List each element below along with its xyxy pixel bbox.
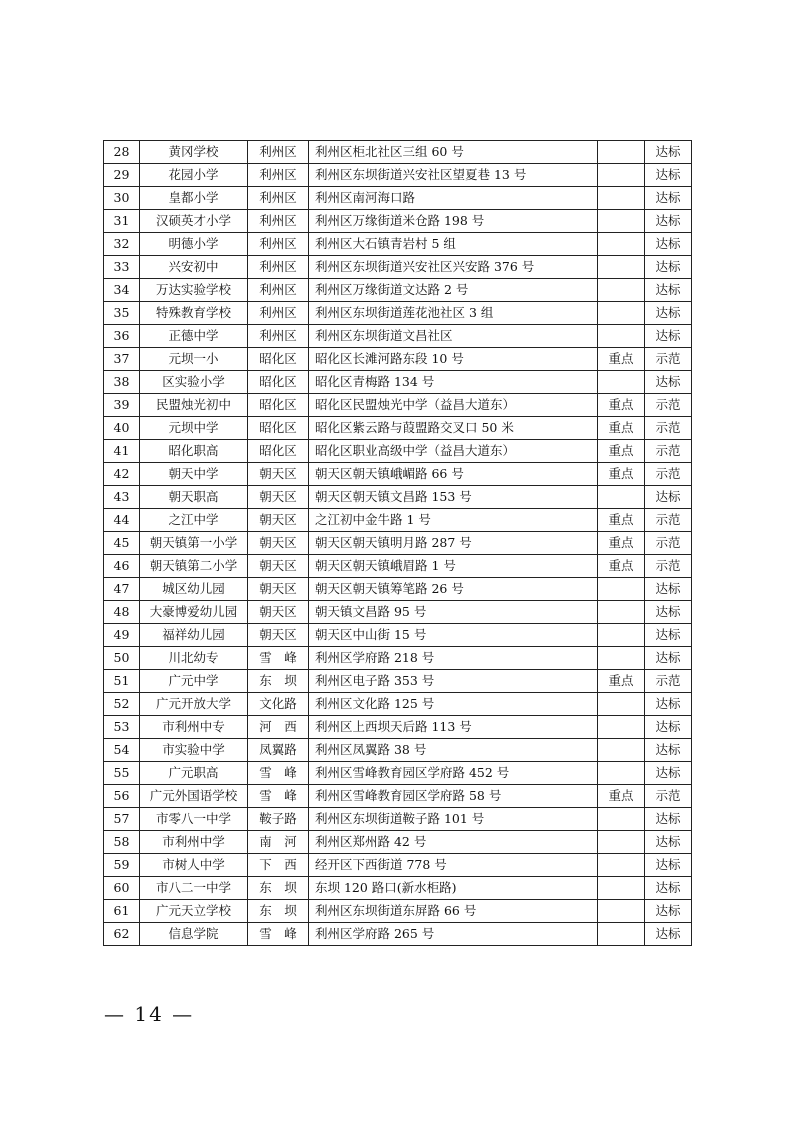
cell-grade: 达标 <box>645 877 692 900</box>
cell-address: 利州区大石镇青岩村 5 组 <box>309 233 598 256</box>
cell-address: 利州区东坝街道鞍子路 101 号 <box>309 808 598 831</box>
cell-number: 52 <box>104 693 140 716</box>
cell-school-name: 城区幼儿园 <box>140 578 248 601</box>
cell-address: 东坝 120 路口(新水柜路) <box>309 877 598 900</box>
cell-address: 朝天区朝天镇峨眉路 1 号 <box>309 555 598 578</box>
cell-key-status <box>598 762 645 785</box>
cell-school-name: 福祥幼儿园 <box>140 624 248 647</box>
cell-school-name: 广元外国语学校 <box>140 785 248 808</box>
cell-key-status <box>598 716 645 739</box>
cell-key-status <box>598 256 645 279</box>
cell-grade: 达标 <box>645 647 692 670</box>
cell-key-status <box>598 325 645 348</box>
table-body <box>104 141 692 946</box>
cell-district: 南 河 <box>248 831 309 854</box>
cell-address: 昭化区民盟烛光中学（益昌大道东） <box>309 394 598 417</box>
cell-grade: 示范 <box>645 440 692 463</box>
cell-district: 朝天区 <box>248 601 309 624</box>
cell-district: 朝天区 <box>248 578 309 601</box>
cell-number: 31 <box>104 210 140 233</box>
table-row <box>104 900 692 923</box>
cell-district: 利州区 <box>248 233 309 256</box>
cell-address: 朝天区朝天镇文昌路 153 号 <box>309 486 598 509</box>
table-row <box>104 923 692 946</box>
cell-number: 42 <box>104 463 140 486</box>
cell-school-name: 广元开放大学 <box>140 693 248 716</box>
cell-number: 41 <box>104 440 140 463</box>
cell-school-name: 正德中学 <box>140 325 248 348</box>
cell-district: 利州区 <box>248 256 309 279</box>
cell-district: 雪 峰 <box>248 785 309 808</box>
cell-key-status <box>598 900 645 923</box>
cell-number: 50 <box>104 647 140 670</box>
cell-district: 利州区 <box>248 302 309 325</box>
cell-address: 利州区东坝街道兴安社区望夏巷 13 号 <box>309 164 598 187</box>
cell-key-status <box>598 831 645 854</box>
cell-district: 雪 峰 <box>248 923 309 946</box>
cell-school-name: 信息学院 <box>140 923 248 946</box>
cell-district: 鞍子路 <box>248 808 309 831</box>
cell-school-name: 市实验中学 <box>140 739 248 762</box>
cell-grade: 达标 <box>645 808 692 831</box>
cell-key-status <box>598 486 645 509</box>
table-row <box>104 233 692 256</box>
table-row <box>104 210 692 233</box>
cell-grade: 达标 <box>645 256 692 279</box>
cell-key-status <box>598 279 645 302</box>
cell-address: 利州区万缘街道文达路 2 号 <box>309 279 598 302</box>
cell-grade: 达标 <box>645 624 692 647</box>
table-row <box>104 325 692 348</box>
cell-grade: 示范 <box>645 417 692 440</box>
cell-grade: 示范 <box>645 670 692 693</box>
cell-number: 54 <box>104 739 140 762</box>
cell-number: 32 <box>104 233 140 256</box>
cell-grade: 达标 <box>645 141 692 164</box>
table-row <box>104 463 692 486</box>
cell-school-name: 昭化职高 <box>140 440 248 463</box>
cell-number: 62 <box>104 923 140 946</box>
cell-school-name: 明德小学 <box>140 233 248 256</box>
cell-number: 57 <box>104 808 140 831</box>
cell-number: 38 <box>104 371 140 394</box>
cell-school-name: 兴安初中 <box>140 256 248 279</box>
cell-district: 东 坝 <box>248 670 309 693</box>
cell-district: 昭化区 <box>248 440 309 463</box>
cell-address: 之江初中金牛路 1 号 <box>309 509 598 532</box>
cell-district: 利州区 <box>248 164 309 187</box>
cell-district: 朝天区 <box>248 463 309 486</box>
cell-number: 44 <box>104 509 140 532</box>
cell-school-name: 区实验小学 <box>140 371 248 394</box>
cell-address: 昭化区紫云路与葭盟路交叉口 50 米 <box>309 417 598 440</box>
cell-grade: 示范 <box>645 509 692 532</box>
table-row <box>104 624 692 647</box>
cell-address: 利州区学府路 265 号 <box>309 923 598 946</box>
cell-grade: 达标 <box>645 693 692 716</box>
cell-key-status: 重点 <box>598 440 645 463</box>
cell-key-status: 重点 <box>598 394 645 417</box>
cell-school-name: 元坝中学 <box>140 417 248 440</box>
cell-key-status: 重点 <box>598 509 645 532</box>
cell-address: 利州区南河海口路 <box>309 187 598 210</box>
cell-key-status <box>598 578 645 601</box>
cell-school-name: 元坝一小 <box>140 348 248 371</box>
cell-address: 朝天区朝天镇筹笔路 26 号 <box>309 578 598 601</box>
cell-key-status <box>598 877 645 900</box>
cell-district: 东 坝 <box>248 900 309 923</box>
cell-school-name: 万达实验学校 <box>140 279 248 302</box>
table-row <box>104 785 692 808</box>
table-row <box>104 578 692 601</box>
cell-grade: 达标 <box>645 831 692 854</box>
cell-school-name: 川北幼专 <box>140 647 248 670</box>
cell-grade: 达标 <box>645 900 692 923</box>
cell-school-name: 朝天镇第二小学 <box>140 555 248 578</box>
cell-district: 东 坝 <box>248 877 309 900</box>
cell-key-status <box>598 808 645 831</box>
cell-district: 雪 峰 <box>248 647 309 670</box>
cell-number: 58 <box>104 831 140 854</box>
cell-key-status: 重点 <box>598 348 645 371</box>
table-row <box>104 808 692 831</box>
cell-school-name: 大豪博爱幼儿园 <box>140 601 248 624</box>
cell-key-status <box>598 854 645 877</box>
cell-number: 49 <box>104 624 140 647</box>
cell-number: 59 <box>104 854 140 877</box>
cell-key-status <box>598 624 645 647</box>
table-row <box>104 532 692 555</box>
cell-grade: 达标 <box>645 187 692 210</box>
cell-number: 60 <box>104 877 140 900</box>
cell-address: 昭化区职业高级中学（益昌大道东） <box>309 440 598 463</box>
table-row <box>104 440 692 463</box>
cell-school-name: 市利州中学 <box>140 831 248 854</box>
cell-key-status <box>598 923 645 946</box>
table-row <box>104 187 692 210</box>
cell-number: 33 <box>104 256 140 279</box>
cell-key-status: 重点 <box>598 670 645 693</box>
cell-number: 46 <box>104 555 140 578</box>
table-row <box>104 486 692 509</box>
cell-grade: 达标 <box>645 578 692 601</box>
table-row <box>104 555 692 578</box>
cell-district: 昭化区 <box>248 394 309 417</box>
cell-district: 凤翼路 <box>248 739 309 762</box>
table-row <box>104 371 692 394</box>
cell-key-status: 重点 <box>598 532 645 555</box>
cell-address: 经开区下西街道 778 号 <box>309 854 598 877</box>
table-row <box>104 302 692 325</box>
table-row <box>104 693 692 716</box>
cell-number: 30 <box>104 187 140 210</box>
cell-address: 利州区万缘街道米仓路 198 号 <box>309 210 598 233</box>
cell-school-name: 市零八一中学 <box>140 808 248 831</box>
cell-key-status <box>598 739 645 762</box>
cell-key-status <box>598 210 645 233</box>
cell-key-status: 重点 <box>598 785 645 808</box>
cell-school-name: 民盟烛光初中 <box>140 394 248 417</box>
cell-grade: 达标 <box>645 762 692 785</box>
school-list-table <box>103 140 692 946</box>
cell-number: 28 <box>104 141 140 164</box>
cell-district: 文化路 <box>248 693 309 716</box>
cell-district: 朝天区 <box>248 555 309 578</box>
table-row <box>104 877 692 900</box>
cell-district: 利州区 <box>248 325 309 348</box>
table-row <box>104 739 692 762</box>
cell-number: 39 <box>104 394 140 417</box>
cell-number: 48 <box>104 601 140 624</box>
cell-address: 朝天区朝天镇峨嵋路 66 号 <box>309 463 598 486</box>
cell-grade: 示范 <box>645 785 692 808</box>
cell-address: 利州区上西坝天后路 113 号 <box>309 716 598 739</box>
cell-number: 53 <box>104 716 140 739</box>
cell-number: 45 <box>104 532 140 555</box>
cell-address: 朝天镇文昌路 95 号 <box>309 601 598 624</box>
cell-school-name: 之江中学 <box>140 509 248 532</box>
cell-district: 昭化区 <box>248 348 309 371</box>
cell-number: 37 <box>104 348 140 371</box>
cell-grade: 达标 <box>645 739 692 762</box>
cell-key-status <box>598 164 645 187</box>
cell-grade: 达标 <box>645 279 692 302</box>
cell-grade: 达标 <box>645 302 692 325</box>
cell-key-status <box>598 187 645 210</box>
cell-address: 昭化区长滩河路东段 10 号 <box>309 348 598 371</box>
cell-address: 利州区柜北社区三组 60 号 <box>309 141 598 164</box>
cell-key-status: 重点 <box>598 463 645 486</box>
table-row <box>104 716 692 739</box>
cell-school-name: 广元天立学校 <box>140 900 248 923</box>
cell-school-name: 朝天中学 <box>140 463 248 486</box>
cell-address: 利州区东坝街道文昌社区 <box>309 325 598 348</box>
cell-school-name: 市八二一中学 <box>140 877 248 900</box>
cell-district: 雪 峰 <box>248 762 309 785</box>
cell-district: 下 西 <box>248 854 309 877</box>
cell-school-name: 市树人中学 <box>140 854 248 877</box>
cell-number: 56 <box>104 785 140 808</box>
cell-address: 利州区东坝街道莲花池社区 3 组 <box>309 302 598 325</box>
cell-key-status <box>598 371 645 394</box>
table-row <box>104 831 692 854</box>
cell-number: 34 <box>104 279 140 302</box>
cell-grade: 达标 <box>645 486 692 509</box>
cell-address: 利州区文化路 125 号 <box>309 693 598 716</box>
cell-district: 朝天区 <box>248 486 309 509</box>
cell-district: 昭化区 <box>248 417 309 440</box>
cell-address: 昭化区青梅路 134 号 <box>309 371 598 394</box>
cell-school-name: 广元职高 <box>140 762 248 785</box>
cell-key-status: 重点 <box>598 555 645 578</box>
table-row <box>104 601 692 624</box>
cell-address: 利州区东坝街道兴安社区兴安路 376 号 <box>309 256 598 279</box>
cell-school-name: 汉硕英才小学 <box>140 210 248 233</box>
cell-district: 朝天区 <box>248 509 309 532</box>
cell-number: 43 <box>104 486 140 509</box>
cell-grade: 达标 <box>645 601 692 624</box>
cell-address: 利州区雪峰教育园区学府路 452 号 <box>309 762 598 785</box>
cell-district: 利州区 <box>248 279 309 302</box>
cell-address: 利州区郑州路 42 号 <box>309 831 598 854</box>
cell-school-name: 黄冈学校 <box>140 141 248 164</box>
cell-address: 利州区学府路 218 号 <box>309 647 598 670</box>
cell-number: 51 <box>104 670 140 693</box>
cell-grade: 示范 <box>645 532 692 555</box>
table-row <box>104 417 692 440</box>
cell-school-name: 朝天镇第一小学 <box>140 532 248 555</box>
cell-school-name: 市利州中专 <box>140 716 248 739</box>
cell-school-name: 朝天职高 <box>140 486 248 509</box>
cell-grade: 达标 <box>645 210 692 233</box>
cell-number: 61 <box>104 900 140 923</box>
cell-grade: 示范 <box>645 463 692 486</box>
cell-district: 河 西 <box>248 716 309 739</box>
cell-district: 昭化区 <box>248 371 309 394</box>
table-row <box>104 256 692 279</box>
cell-number: 35 <box>104 302 140 325</box>
table-row <box>104 348 692 371</box>
cell-number: 55 <box>104 762 140 785</box>
cell-district: 朝天区 <box>248 624 309 647</box>
cell-key-status <box>598 141 645 164</box>
cell-school-name: 广元中学 <box>140 670 248 693</box>
table-row <box>104 670 692 693</box>
cell-key-status <box>598 693 645 716</box>
cell-district: 利州区 <box>248 141 309 164</box>
cell-grade: 示范 <box>645 348 692 371</box>
cell-school-name: 花园小学 <box>140 164 248 187</box>
cell-address: 朝天区朝天镇明月路 287 号 <box>309 532 598 555</box>
table-row <box>104 279 692 302</box>
cell-district: 利州区 <box>248 187 309 210</box>
cell-number: 36 <box>104 325 140 348</box>
table-row <box>104 854 692 877</box>
cell-grade: 达标 <box>645 923 692 946</box>
cell-grade: 达标 <box>645 325 692 348</box>
table-row <box>104 164 692 187</box>
cell-number: 29 <box>104 164 140 187</box>
cell-address: 利州区凤翼路 38 号 <box>309 739 598 762</box>
table-row <box>104 762 692 785</box>
cell-address: 朝天区中山街 15 号 <box>309 624 598 647</box>
cell-grade: 示范 <box>645 555 692 578</box>
page-number: — 14 — <box>104 1002 195 1026</box>
cell-key-status <box>598 302 645 325</box>
cell-number: 40 <box>104 417 140 440</box>
table-row <box>104 394 692 417</box>
cell-grade: 达标 <box>645 164 692 187</box>
cell-district: 利州区 <box>248 210 309 233</box>
cell-district: 朝天区 <box>248 532 309 555</box>
cell-key-status <box>598 233 645 256</box>
cell-grade: 达标 <box>645 371 692 394</box>
table-row <box>104 141 692 164</box>
cell-key-status: 重点 <box>598 417 645 440</box>
table-row <box>104 647 692 670</box>
cell-grade: 达标 <box>645 716 692 739</box>
cell-grade: 达标 <box>645 854 692 877</box>
cell-key-status <box>598 601 645 624</box>
cell-address: 利州区东坝街道东屏路 66 号 <box>309 900 598 923</box>
cell-school-name: 皇都小学 <box>140 187 248 210</box>
cell-school-name: 特殊教育学校 <box>140 302 248 325</box>
cell-grade: 示范 <box>645 394 692 417</box>
cell-key-status <box>598 647 645 670</box>
cell-grade: 达标 <box>645 233 692 256</box>
cell-address: 利州区电子路 353 号 <box>309 670 598 693</box>
cell-number: 47 <box>104 578 140 601</box>
table-row <box>104 509 692 532</box>
cell-address: 利州区雪峰教育园区学府路 58 号 <box>309 785 598 808</box>
